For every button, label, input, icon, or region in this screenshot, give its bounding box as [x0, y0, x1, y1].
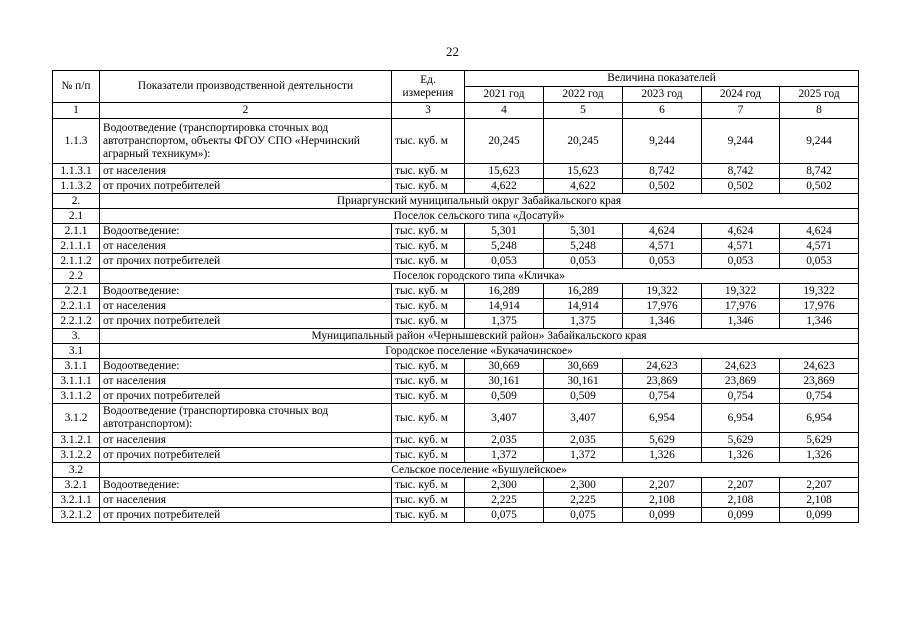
row-number: 2.1	[53, 209, 100, 224]
value-cell: 2,207	[780, 478, 859, 493]
value-cell: 14,914	[465, 299, 544, 314]
value-cell: 0,502	[780, 179, 859, 194]
table-row	[53, 299, 859, 314]
value-cell: 0,053	[623, 254, 702, 269]
header-colnum: 4	[465, 103, 544, 119]
value-cell: 1,346	[780, 314, 859, 329]
header-year: 2025 год	[780, 87, 859, 103]
value-cell: 8,742	[780, 164, 859, 179]
header-colnum: 5	[544, 103, 623, 119]
value-cell: 20,245	[544, 119, 623, 164]
row-number: 3.2.1.1	[53, 493, 100, 508]
table-row	[53, 493, 859, 508]
unit-cell: тыс. куб. м	[392, 239, 465, 254]
value-cell: 0,053	[702, 254, 780, 269]
header-colnum: 3	[392, 103, 465, 119]
value-cell: 1,326	[623, 448, 702, 463]
value-cell: 4,624	[623, 224, 702, 239]
indicator-name: Водоотведение:	[100, 359, 392, 374]
row-number: 3.1.2.2	[53, 448, 100, 463]
unit-cell: тыс. куб. м	[392, 404, 465, 433]
row-number: 1.1.3.2	[53, 179, 100, 194]
value-cell: 2,225	[465, 493, 544, 508]
value-cell: 5,629	[780, 433, 859, 448]
value-cell: 1,346	[623, 314, 702, 329]
section-title: Муниципальный район «Чернышевский район» Забайкальского края	[100, 329, 859, 344]
value-cell: 24,623	[702, 359, 780, 374]
value-cell: 2,108	[702, 493, 780, 508]
value-cell: 23,869	[702, 374, 780, 389]
value-cell: 9,244	[623, 119, 702, 164]
header-year: 2022 год	[544, 87, 623, 103]
row-number: 3.1.1.2	[53, 389, 100, 404]
table-row	[53, 389, 859, 404]
value-cell: 30,669	[544, 359, 623, 374]
section-row	[53, 329, 859, 344]
row-number: 1.1.3.1	[53, 164, 100, 179]
value-cell: 4,622	[465, 179, 544, 194]
section-row	[53, 344, 859, 359]
section-row	[53, 269, 859, 284]
table-row	[53, 164, 859, 179]
value-cell: 5,629	[623, 433, 702, 448]
value-cell: 0,502	[623, 179, 702, 194]
unit-cell: тыс. куб. м	[392, 119, 465, 164]
header-colnum: 1	[53, 103, 100, 119]
unit-cell: тыс. куб. м	[392, 359, 465, 374]
unit-cell: тыс. куб. м	[392, 224, 465, 239]
value-cell: 1,372	[544, 448, 623, 463]
value-cell: 17,976	[780, 299, 859, 314]
value-cell: 6,954	[623, 404, 702, 433]
indicator-name: от населения	[100, 299, 392, 314]
row-number: 3.1.1.1	[53, 374, 100, 389]
value-cell: 4,571	[780, 239, 859, 254]
value-cell: 0,509	[465, 389, 544, 404]
value-cell: 0,053	[465, 254, 544, 269]
indicator-name: от прочих потребителей	[100, 179, 392, 194]
value-cell: 15,623	[465, 164, 544, 179]
table-row	[53, 448, 859, 463]
section-title: Приаргунский муниципальный округ Забайкальского края	[100, 194, 859, 209]
header-colnum: 7	[702, 103, 780, 119]
row-number: 2.1.1	[53, 224, 100, 239]
value-cell: 0,754	[780, 389, 859, 404]
value-cell: 2,108	[780, 493, 859, 508]
row-number: 3.1.2.1	[53, 433, 100, 448]
value-cell: 5,629	[702, 433, 780, 448]
value-cell: 3,407	[544, 404, 623, 433]
value-cell: 2,108	[623, 493, 702, 508]
section-title: Поселок сельского типа «Досатуй»	[100, 209, 859, 224]
unit-cell: тыс. куб. м	[392, 164, 465, 179]
section-row	[53, 194, 859, 209]
row-number: 1.1.3	[53, 119, 100, 164]
row-number: 3.1	[53, 344, 100, 359]
header-values: Величина показателей	[465, 71, 859, 87]
indicator-name: от прочих потребителей	[100, 254, 392, 269]
value-cell: 1,375	[544, 314, 623, 329]
table-row	[53, 433, 859, 448]
indicator-name: от населения	[100, 493, 392, 508]
value-cell: 2,300	[465, 478, 544, 493]
table-row	[53, 254, 859, 269]
unit-cell: тыс. куб. м	[392, 284, 465, 299]
value-cell: 20,245	[465, 119, 544, 164]
row-number: 2.1.1.1	[53, 239, 100, 254]
row-number: 2.2.1.2	[53, 314, 100, 329]
value-cell: 1,375	[465, 314, 544, 329]
table-row	[53, 359, 859, 374]
value-cell: 19,322	[702, 284, 780, 299]
header-unit: Ед. измерения	[392, 71, 465, 103]
value-cell: 19,322	[623, 284, 702, 299]
value-cell: 30,161	[465, 374, 544, 389]
value-cell: 1,372	[465, 448, 544, 463]
value-cell: 9,244	[780, 119, 859, 164]
value-cell: 0,099	[702, 508, 780, 523]
unit-cell: тыс. куб. м	[392, 179, 465, 194]
unit-cell: тыс. куб. м	[392, 314, 465, 329]
table-row	[53, 224, 859, 239]
value-cell: 2,207	[623, 478, 702, 493]
section-title: Городское поселение «Букачачинское»	[100, 344, 859, 359]
unit-cell: тыс. куб. м	[392, 254, 465, 269]
section-title: Поселок городского типа «Кличка»	[100, 269, 859, 284]
value-cell: 30,161	[544, 374, 623, 389]
value-cell: 30,669	[465, 359, 544, 374]
table-row	[53, 404, 859, 433]
value-cell: 0,754	[702, 389, 780, 404]
indicator-name: от населения	[100, 239, 392, 254]
row-number: 3.1.2	[53, 404, 100, 433]
table-row	[53, 314, 859, 329]
value-cell: 17,976	[702, 299, 780, 314]
value-cell: 0,099	[780, 508, 859, 523]
value-cell: 4,622	[544, 179, 623, 194]
unit-cell: тыс. куб. м	[392, 493, 465, 508]
value-cell: 8,742	[623, 164, 702, 179]
value-cell: 9,244	[702, 119, 780, 164]
indicator-name: от населения	[100, 374, 392, 389]
row-number: 2.1.1.2	[53, 254, 100, 269]
value-cell: 5,248	[465, 239, 544, 254]
value-cell: 4,624	[780, 224, 859, 239]
value-cell: 0,075	[544, 508, 623, 523]
indicator-name: от населения	[100, 164, 392, 179]
row-number: 3.2	[53, 463, 100, 478]
indicators-table	[52, 70, 859, 523]
indicator-name: от населения	[100, 433, 392, 448]
section-row	[53, 209, 859, 224]
indicator-name: Водоотведение (транспортировка сточных вод автотранспортом):	[100, 404, 392, 433]
row-number: 2.2.1	[53, 284, 100, 299]
value-cell: 0,053	[544, 254, 623, 269]
indicator-name: Водоотведение:	[100, 224, 392, 239]
value-cell: 23,869	[780, 374, 859, 389]
unit-cell: тыс. куб. м	[392, 389, 465, 404]
unit-cell: тыс. куб. м	[392, 448, 465, 463]
row-number: 3.2.1.2	[53, 508, 100, 523]
value-cell: 5,301	[544, 224, 623, 239]
header-indicator: Показатели производственной деятельности	[100, 71, 392, 103]
unit-cell: тыс. куб. м	[392, 433, 465, 448]
table-row	[53, 119, 859, 164]
indicator-name: Водоотведение (транспортировка сточных вод автотранспортом, объекты ФГОУ СПО «Нерчинский аграрный техникум»):	[100, 119, 392, 164]
indicator-name: от прочих потребителей	[100, 314, 392, 329]
value-cell: 2,035	[465, 433, 544, 448]
row-number: 3.1.1	[53, 359, 100, 374]
table-row	[53, 239, 859, 254]
table-row	[53, 478, 859, 493]
value-cell: 16,289	[544, 284, 623, 299]
value-cell: 23,869	[623, 374, 702, 389]
value-cell: 15,623	[544, 164, 623, 179]
row-number: 2.2.1.1	[53, 299, 100, 314]
value-cell: 19,322	[780, 284, 859, 299]
table-row	[53, 284, 859, 299]
unit-cell: тыс. куб. м	[392, 299, 465, 314]
value-cell: 4,571	[702, 239, 780, 254]
table-row	[53, 508, 859, 523]
header-year: 2024 год	[702, 87, 780, 103]
section-title: Сельское поселение «Бушулейское»	[100, 463, 859, 478]
value-cell: 2,300	[544, 478, 623, 493]
table-row	[53, 374, 859, 389]
header-colnum: 2	[100, 103, 392, 119]
value-cell: 24,623	[623, 359, 702, 374]
value-cell: 0,754	[623, 389, 702, 404]
value-cell: 1,346	[702, 314, 780, 329]
value-cell: 2,035	[544, 433, 623, 448]
value-cell: 4,571	[623, 239, 702, 254]
row-number: 3.2.1	[53, 478, 100, 493]
row-number: 2.2	[53, 269, 100, 284]
table-row	[53, 179, 859, 194]
value-cell: 0,502	[702, 179, 780, 194]
value-cell: 6,954	[702, 404, 780, 433]
indicator-name: Водоотведение:	[100, 284, 392, 299]
value-cell: 6,954	[780, 404, 859, 433]
value-cell: 0,099	[623, 508, 702, 523]
value-cell: 14,914	[544, 299, 623, 314]
value-cell: 2,207	[702, 478, 780, 493]
row-number: 3.	[53, 329, 100, 344]
value-cell: 1,326	[780, 448, 859, 463]
header-colnum: 6	[623, 103, 702, 119]
value-cell: 17,976	[623, 299, 702, 314]
value-cell: 3,407	[465, 404, 544, 433]
value-cell: 1,326	[702, 448, 780, 463]
value-cell: 24,623	[780, 359, 859, 374]
row-number: 2.	[53, 194, 100, 209]
value-cell: 0,509	[544, 389, 623, 404]
value-cell: 16,289	[465, 284, 544, 299]
value-cell: 0,075	[465, 508, 544, 523]
indicator-name: Водоотведение:	[100, 478, 392, 493]
value-cell: 5,248	[544, 239, 623, 254]
page-number: 22	[446, 44, 459, 59]
table-body	[53, 119, 859, 523]
unit-cell: тыс. куб. м	[392, 478, 465, 493]
indicator-name: от прочих потребителей	[100, 448, 392, 463]
value-cell: 5,301	[465, 224, 544, 239]
indicator-name: от прочих потребителей	[100, 508, 392, 523]
header-year: 2023 год	[623, 87, 702, 103]
header-colnum: 8	[780, 103, 859, 119]
indicator-name: от прочих потребителей	[100, 389, 392, 404]
unit-cell: тыс. куб. м	[392, 374, 465, 389]
value-cell: 2,225	[544, 493, 623, 508]
value-cell: 8,742	[702, 164, 780, 179]
table-header	[53, 71, 859, 119]
value-cell: 0,053	[780, 254, 859, 269]
header-year: 2021 год	[465, 87, 544, 103]
value-cell: 4,624	[702, 224, 780, 239]
header-num: № п/п	[53, 71, 100, 103]
unit-cell: тыс. куб. м	[392, 508, 465, 523]
section-row	[53, 463, 859, 478]
